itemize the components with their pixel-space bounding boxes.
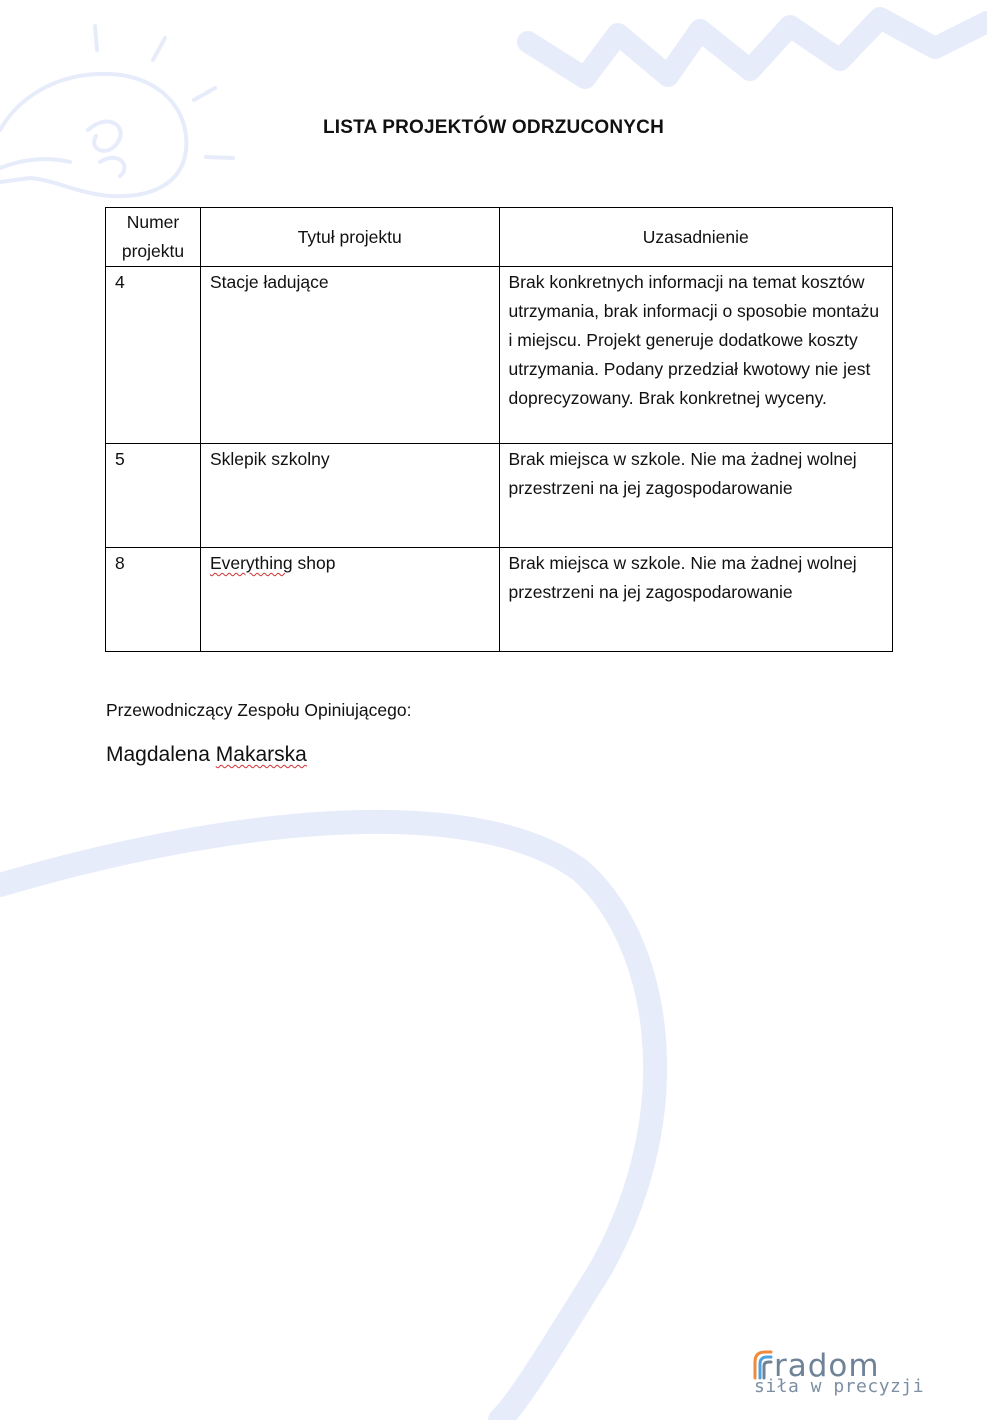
lightbulb-icon bbox=[0, 26, 233, 196]
project-title: Sklepik szkolny bbox=[200, 444, 499, 548]
spellcheck-flagged-word: Everything bbox=[209, 553, 293, 573]
rejected-projects-table bbox=[105, 207, 893, 652]
project-number: 8 bbox=[106, 548, 201, 652]
project-number: 4 bbox=[106, 267, 201, 444]
project-title: Stacje ładujące bbox=[200, 267, 499, 444]
chair-first-name: Magdalena bbox=[106, 743, 210, 766]
radom-tagline: siła w precyzji bbox=[754, 1376, 925, 1397]
project-title bbox=[200, 548, 499, 652]
table-row bbox=[106, 267, 893, 444]
table-header-row bbox=[106, 208, 893, 267]
table-row bbox=[106, 548, 893, 652]
table-row bbox=[106, 444, 893, 548]
radom-wordmark-text: radom bbox=[774, 1348, 880, 1380]
project-justification: Brak miejsca w szkole. Nie ma żadnej wolnej przestrzeni na jej zagospodarowanie bbox=[499, 444, 893, 548]
header-project-number: Numer projektu bbox=[106, 208, 201, 267]
header-project-title: Tytuł projektu bbox=[200, 208, 499, 267]
header-justification: Uzasadnienie bbox=[499, 208, 893, 267]
project-title-rest: shop bbox=[292, 553, 336, 573]
chair-name bbox=[106, 743, 307, 767]
project-number: 5 bbox=[106, 444, 201, 548]
decor-arc bbox=[0, 822, 655, 1420]
radom-logo bbox=[752, 1348, 925, 1404]
decor-zigzag bbox=[528, 18, 987, 78]
page-title: LISTA PROJEKTÓW ODRZUCONYCH bbox=[322, 117, 665, 138]
project-justification: Brak konkretnych informacji na temat kosztów utrzymania, brak informacji o sposobie montażu i miejscu. Projekt generuje dodatkowe koszty utrzymania. Podany przedział kwotowy nie jest doprecyzowany. Brak konkretnej wyceny. bbox=[499, 267, 893, 444]
project-justification: Brak miejsca w szkole. Nie ma żadnej wolnej przestrzeni na jej zagospodarowanie bbox=[499, 548, 893, 652]
chair-last-name: Makarska bbox=[215, 743, 307, 766]
chair-label: Przewodniczący Zespołu Opiniującego: bbox=[106, 700, 412, 720]
